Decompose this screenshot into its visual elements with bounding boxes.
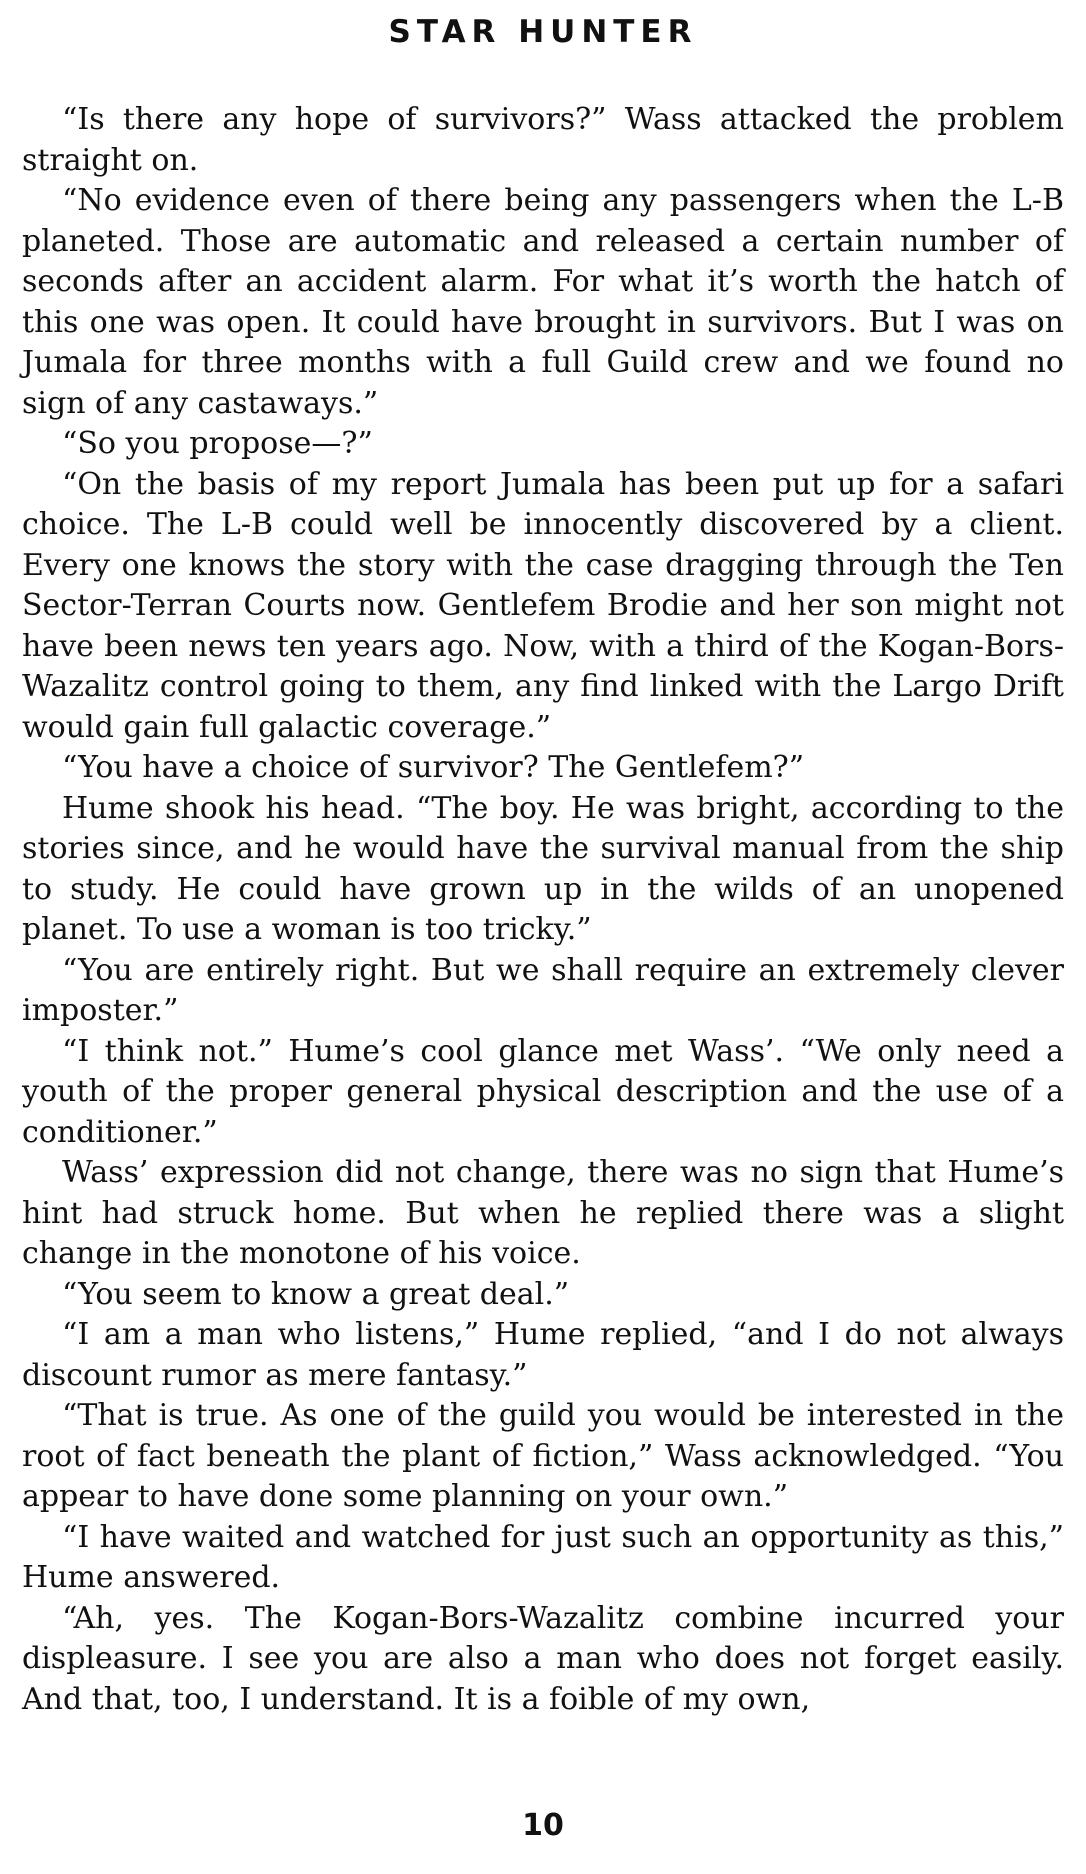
page-number: 10: [522, 1808, 564, 1843]
paragraph: Hume shook his head. “The boy. He was bright, according to the stories since, and he would have the survival manual from the ship to study. He could have grown up in the wilds of an unopened planet. To use a woman is too tricky.”: [22, 790, 1064, 947]
body-text: [22, 100, 1064, 1720]
paragraph: “On the basis of my report Jumala has been put up for a safari choice. The L-B could well be innocently discovered by a client. Every one knows the story with the case dragging through the Ten Sector-Terran Courts now. Gentlefem Brodie and her son might not have been news ten years ago. Now, with a third of the Kogan-Bors-Wazalitz control going to them, any find linked with the Largo Drift would gain full galactic coverage.”: [22, 466, 1064, 745]
paragraph: “I think not.” Hume’s cool glance met Wass’. “We only need a youth of the proper general physical description and the use of a conditioner.”: [22, 1033, 1064, 1150]
paragraph: Wass’ expression did not change, there was no sign that Hume’s hint had struck home. But when he replied there was a slight change in the monotone of his voice.: [22, 1155, 1064, 1271]
paragraph: “You are entirely right. But we shall require an extremely clever imposter.”: [22, 952, 1064, 1028]
paragraph: “So you propose—?”: [62, 426, 373, 461]
running-head: STAR HUNTER: [388, 14, 698, 50]
paragraph: “Ah, yes. The Kogan-Bors-Wazalitz combine incurred your displeasure. I see you are also a man who does not forget easily. And that, too, I understand. It is a foible of my own,: [22, 1600, 1064, 1717]
paragraph: “I am a man who listens,” Hume replied, “and I do not always discount rumor as mere fantasy.”: [22, 1317, 1064, 1393]
paragraph: “You seem to know a great deal.”: [62, 1276, 570, 1312]
paragraph: “Is there any hope of survivors?” Wass attacked the problem straight on.: [22, 102, 1064, 178]
paragraph: “No evidence even of there being any passengers when the L-B planeted. Those are automatic and released a certain number of seconds after an accident alarm. For what it’s worth the hatch of this one was open. It could have brought in survivors. But I was on Jumala for three months with a full Guild crew and we found no sign of any castaways.”: [22, 183, 1064, 421]
paragraph: “You have a choice of survivor? The Gentlefem?”: [62, 750, 805, 785]
paragraph: “I have waited and watched for just such an opportunity as this,” Hume answered.: [22, 1519, 1064, 1595]
paragraph: “That is true. As one of the guild you would be interested in the root of fact beneath the plant of fiction,” Wass acknowledged. “You appear to have done some planning on your own.”: [22, 1398, 1064, 1514]
